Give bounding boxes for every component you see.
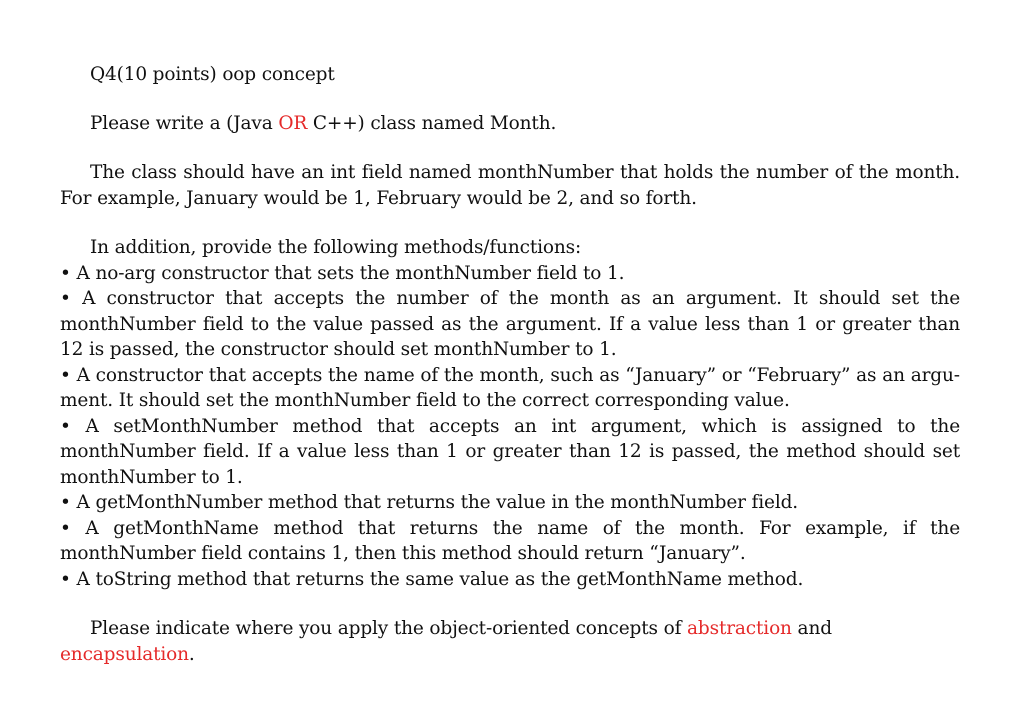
closing-paragraph <box>60 616 960 667</box>
method-item <box>60 363 960 414</box>
method-item <box>60 567 960 593</box>
closing-prefix: Please indicate where you apply the object-oriented concepts of <box>90 618 688 639</box>
intro-prefix: Please write a (Java <box>90 112 279 134</box>
term-encapsulation: encapsulation <box>60 643 189 665</box>
bullet-icon: • <box>60 568 71 590</box>
question-heading: Q4(10 points) oop concept <box>90 64 335 85</box>
method-text: A no-arg constructor that sets the monthNumber field to 1. <box>76 262 625 284</box>
methods-intro: In addition, provide the following methods/functions: <box>90 237 582 258</box>
intro-highlight-or: OR <box>278 112 308 134</box>
closing-suffix: . <box>188 643 195 665</box>
method-item <box>60 261 960 287</box>
intro-suffix: C++) class named Month. <box>307 112 557 134</box>
method-text: A constructor that accepts the number of the month as an argument. It should set the monthNumber field to the value passed as the argument. If a value less than 1 or greater than 12 is passed, the constructor should set monthNumber to 1. <box>60 288 960 360</box>
bullet-icon: • <box>60 492 71 513</box>
bullet-icon: • <box>60 262 71 284</box>
method-text: A getMonthName method that returns the name of the month. For example, if the monthNumber field contains 1, then this method should return “January”. <box>60 517 960 564</box>
method-item <box>60 286 960 363</box>
bullet-icon: • <box>60 517 71 539</box>
method-text: A constructor that accepts the name of the month, such as “January” or “February” as an argument. It should set the monthNumber field to the correct corresponding value. <box>60 364 960 411</box>
field-description: The class should have an int field named monthNumber that holds the number of the month. For example, January would be 1, February would be 2, and so forth. <box>60 162 960 209</box>
method-text: A setMonthNumber method that accepts an int argument, which is assigned to the monthNumber field. If a value less than 1 or greater than 12 is passed, the method should set monthNumber to 1. <box>60 415 960 488</box>
method-text: A getMonthNumber method that returns the value in the monthNumber field. <box>76 492 799 513</box>
bullet-icon: • <box>60 288 71 309</box>
method-item <box>60 490 960 516</box>
method-text: A toString method that returns the same value as the getMonthName method. <box>76 568 804 590</box>
closing-middle: and <box>791 618 832 639</box>
method-item <box>60 516 960 567</box>
question-page <box>60 62 960 691</box>
term-abstraction: abstraction <box>687 618 792 639</box>
bullet-icon: • <box>60 364 71 386</box>
bullet-icon: • <box>60 415 71 437</box>
methods-list <box>60 261 960 593</box>
method-item <box>60 414 960 491</box>
intro-paragraph <box>60 111 960 137</box>
